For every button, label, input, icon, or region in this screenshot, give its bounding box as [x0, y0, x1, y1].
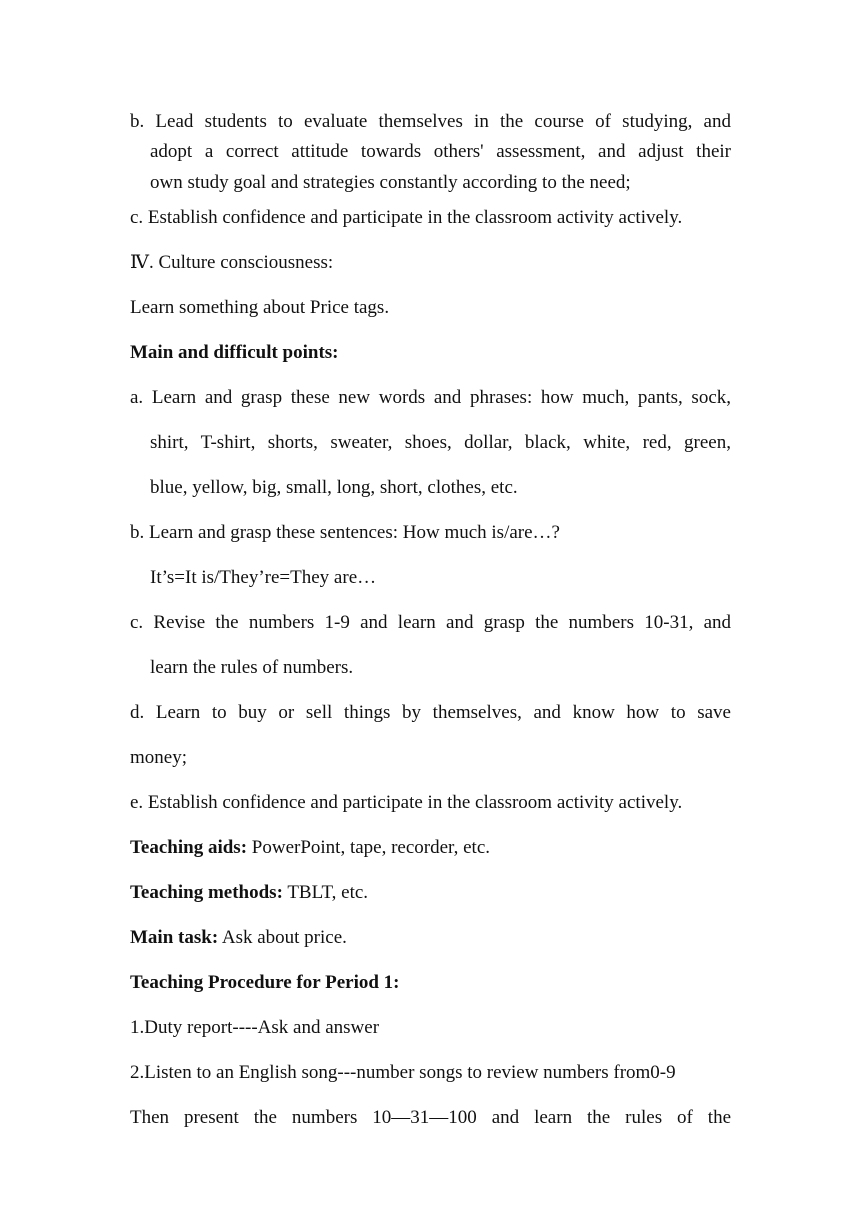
teaching-methods-text: TBLT, etc. — [282, 882, 369, 903]
point-b-line-1: b. Learn and grasp these sentences: How much is/are…? — [130, 522, 560, 543]
point-b-line-2: It’s=It is/They’re=They are… — [150, 567, 377, 588]
teaching-aids-label: Teaching aids: — [130, 837, 248, 858]
procedure-step-2-continued: Then present the numbers 10—31—100 and learn the rules of the — [130, 1107, 731, 1128]
main-task-label: Main task: — [130, 927, 219, 948]
teaching-methods-line — [130, 881, 731, 905]
culture-text: Learn something about Price tags. — [130, 297, 390, 318]
point-a-line-2: shirt, T-shirt, shorts, sweater, shoes, dollar, black, white, red, green, — [150, 432, 731, 453]
teaching-methods-label: Teaching methods: — [130, 882, 283, 903]
objective-b-line-3: own study goal and strategies constantly according to the need; — [150, 172, 631, 193]
point-c-line-1: c. Revise the numbers 1-9 and learn and grasp the numbers 10-31, and — [130, 612, 731, 633]
section-culture-heading: Ⅳ. Culture consciousness: — [130, 252, 334, 273]
main-points-heading: Main and difficult points: — [130, 342, 339, 363]
point-e-line: e. Establish confidence and participate in the classroom activity actively. — [130, 792, 683, 813]
objective-b-line-1: b. Lead students to evaluate themselves in the course of studying, and — [130, 111, 731, 132]
procedure-heading: Teaching Procedure for Period 1: — [130, 972, 400, 993]
main-task-line — [130, 926, 731, 950]
procedure-step-2: 2.Listen to an English song---number songs to review numbers from0-9 — [130, 1062, 676, 1083]
point-d-line-2: money; — [130, 747, 187, 768]
objective-b-line-2: adopt a correct attitude towards others' assessment, and adjust their — [150, 141, 731, 162]
point-a-line-3: blue, yellow, big, small, long, short, clothes, etc. — [150, 477, 518, 498]
main-task-text: Ask about price. — [218, 927, 347, 948]
point-d-line-1: d. Learn to buy or sell things by themselves, and know how to save — [130, 702, 731, 723]
teaching-aids-line — [130, 836, 731, 860]
point-a-line-1: a. Learn and grasp these new words and phrases: how much, pants, sock, — [130, 387, 731, 408]
teaching-aids-text: PowerPoint, tape, recorder, etc. — [247, 837, 491, 858]
procedure-step-1: 1.Duty report----Ask and answer — [130, 1017, 380, 1038]
point-c-line-2: learn the rules of numbers. — [150, 657, 354, 678]
objective-c-line: c. Establish confidence and participate in the classroom activity actively. — [130, 207, 683, 228]
